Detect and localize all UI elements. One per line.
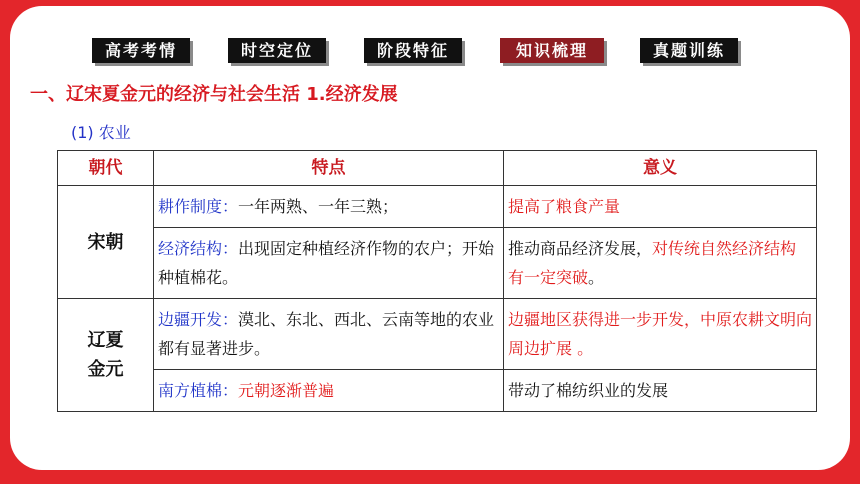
significance-cell <box>504 228 817 299</box>
significance-highlight: 对传统自然经济结构有一定突破 <box>508 239 797 287</box>
significance-end: 。 <box>588 268 605 287</box>
table-row <box>58 186 817 228</box>
feature-text: 漠北、东北、西北、云南等地的农业都有显著进步。 <box>158 310 495 358</box>
significance-highlight: 提高了粮食产量 <box>508 197 621 216</box>
table-row <box>58 370 817 412</box>
tab-time-space[interactable]: 时空定位 <box>228 38 326 63</box>
feature-label: 南方植棉： <box>158 381 239 400</box>
agriculture-table <box>57 150 817 412</box>
header-significance: 意义 <box>504 151 817 186</box>
feature-cell <box>154 370 504 412</box>
feature-label: 经济结构： <box>158 239 239 258</box>
header-dynasty: 朝代 <box>58 151 154 186</box>
feature-label: 边疆开发： <box>158 310 239 329</box>
subsection-heading: (1) 农业 <box>71 123 131 142</box>
feature-text: 出现固定种植经济作物的农户；开始种植棉花。 <box>158 239 495 287</box>
feature-label: 耕作制度： <box>158 197 239 216</box>
feature-cell <box>154 228 504 299</box>
feature-cell <box>154 186 504 228</box>
feature-cell <box>154 299 504 370</box>
tab-exam-practice[interactable]: 真题训练 <box>640 38 738 63</box>
dynasty-line-2: 金元 <box>87 359 124 380</box>
section-heading: 一、辽宋夏金元的经济与社会生活 1.经济发展 <box>30 84 398 105</box>
significance-cell <box>504 299 817 370</box>
dynasty-song: 宋朝 <box>58 186 154 299</box>
table-row <box>58 299 817 370</box>
nav-tabs <box>0 38 860 64</box>
tab-exam-overview[interactable]: 高考考情 <box>92 38 190 63</box>
header-features: 特点 <box>154 151 504 186</box>
dynasty-liao-xia-jin-yuan <box>58 299 154 412</box>
significance-text: 推动商品经济发展， <box>508 239 653 258</box>
significance-cell <box>504 186 817 228</box>
significance-text: 带动了棉纺织业的发展 <box>508 381 669 400</box>
significance-highlight: 边疆地区获得进一步开发，中原农耕文明向周边扩展 。 <box>508 310 813 358</box>
dynasty-line-1: 辽夏 <box>87 330 124 351</box>
feature-text: 一年两熟、一年三熟； <box>238 197 399 216</box>
table-row <box>58 228 817 299</box>
tab-stage-features[interactable]: 阶段特征 <box>364 38 462 63</box>
significance-cell <box>504 370 817 412</box>
tab-knowledge[interactable]: 知识梳理 <box>500 38 604 63</box>
table-header-row <box>58 151 817 186</box>
feature-highlight: 元朝逐渐普遍 <box>238 381 335 400</box>
